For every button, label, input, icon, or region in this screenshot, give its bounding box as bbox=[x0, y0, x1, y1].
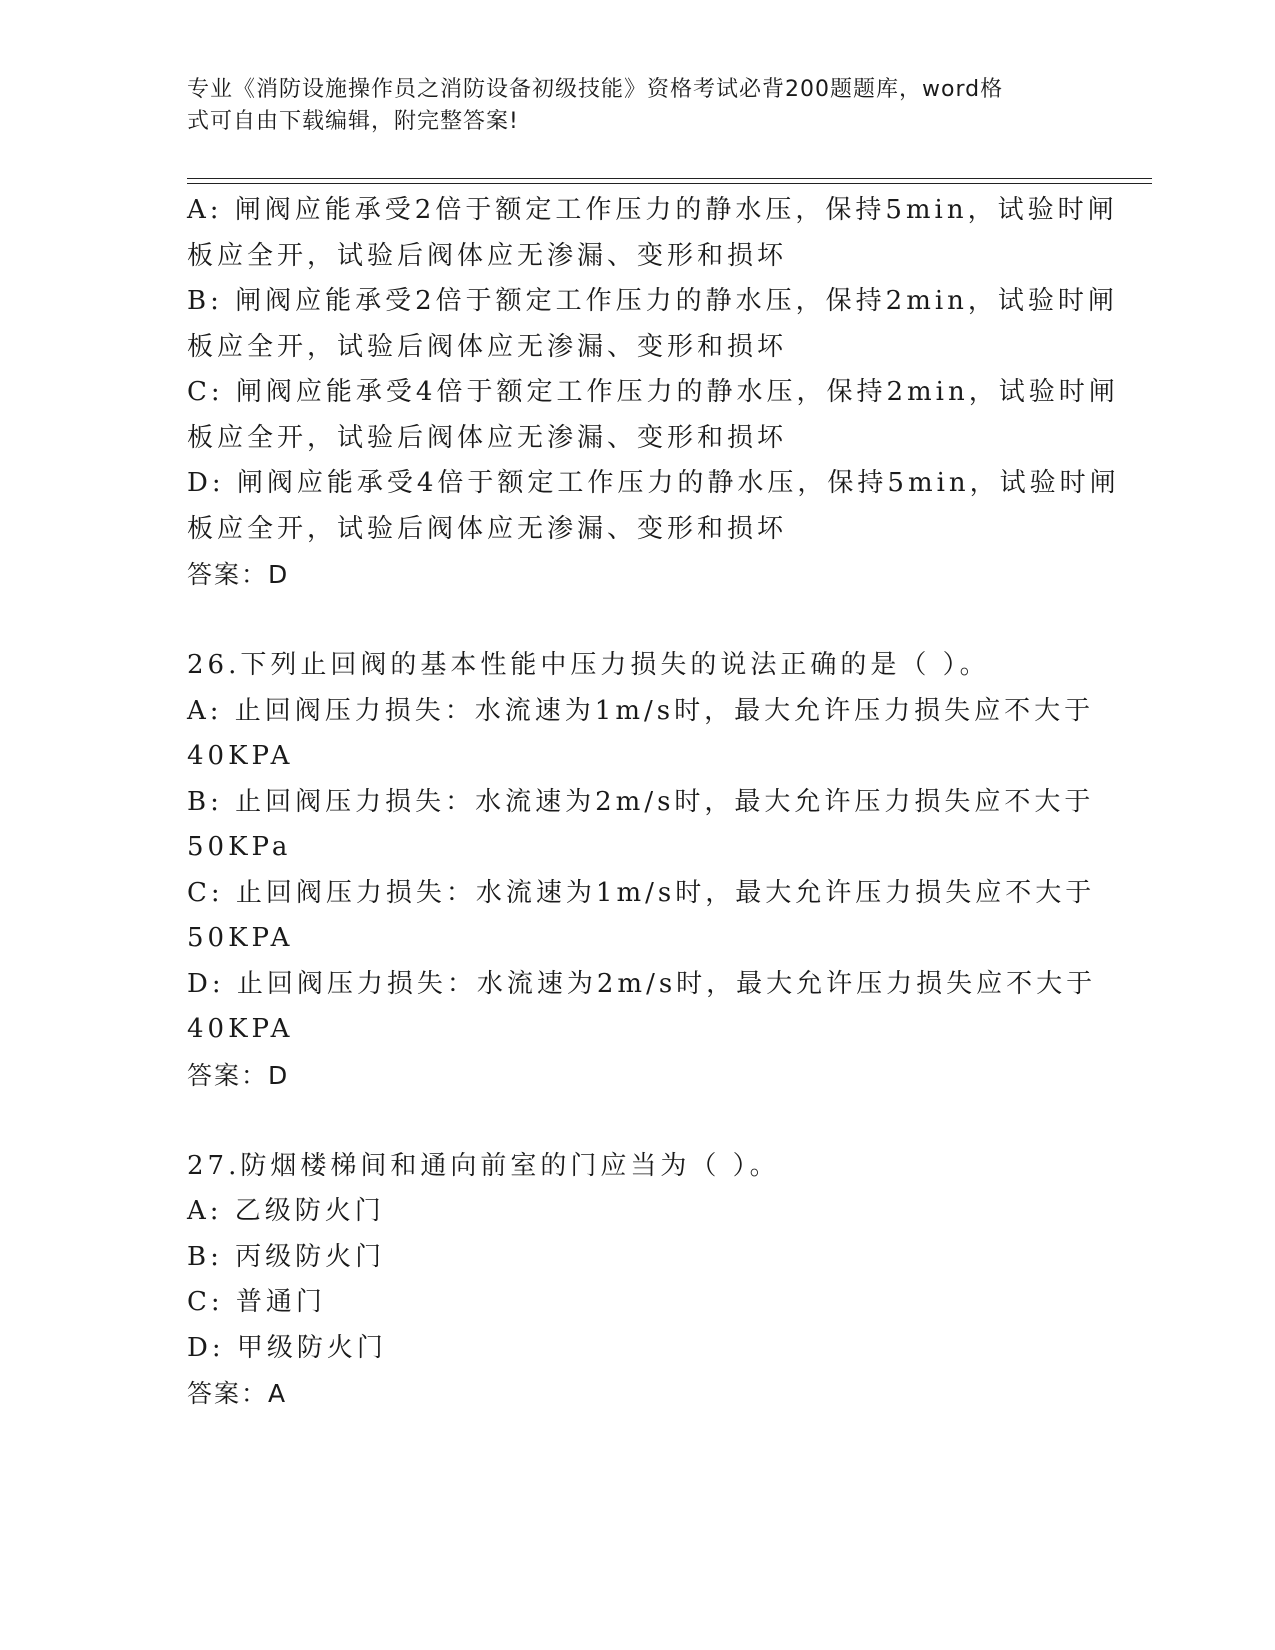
q26-question: 26.下列止回阀的基本性能中压力损失的说法正确的是（ ）。 bbox=[187, 650, 990, 680]
q25-option-d-line-2: 板应全开，试验后阀体应无渗漏、变形和损坏 bbox=[187, 513, 788, 544]
q26-option-b-line-2: 50KPa bbox=[187, 832, 292, 862]
spacer bbox=[187, 598, 1087, 644]
q27-answer: 答案：A bbox=[187, 1379, 288, 1408]
q25-option-b-line-2: 板应全开，试验后阀体应无渗漏、变形和损坏 bbox=[187, 331, 788, 362]
q26-option-c-line-2: 50KPA bbox=[187, 923, 294, 953]
q27-option-c: C: 普通门 bbox=[187, 1287, 326, 1317]
q25-option-c-line-2: 板应全开，试验后阀体应无渗漏、变形和损坏 bbox=[187, 422, 788, 453]
q26-option-b-line-1: B: 止回阀压力损失：水流速为2m/s时，最大允许压力损失应不大于 bbox=[187, 786, 1095, 817]
q26-option-a-line-2: 40KPA bbox=[187, 741, 294, 771]
question-25-block bbox=[187, 188, 1120, 598]
header-title-line-2: 式可自由下载编辑，附完整答案! bbox=[187, 109, 519, 134]
header-title-line-1: 专业《消防设施操作员之消防设备初级技能》资格考试必背200题题库，word格 bbox=[187, 77, 1004, 102]
q27-option-b: B: 丙级防火门 bbox=[187, 1241, 386, 1272]
header-divider-top bbox=[187, 178, 1152, 179]
document-header bbox=[187, 74, 1067, 138]
q26-option-a-line-1: A: 止回阀压力损失：水流速为1m/s时，最大允许压力损失应不大于 bbox=[187, 695, 1095, 726]
q26-option-d-line-1: D: 止回阀压力损失：水流速为2m/s时，最大允许压力损失应不大于 bbox=[187, 968, 1097, 999]
q27-question: 27.防烟楼梯间和通向前室的门应当为（ ）。 bbox=[187, 1150, 780, 1181]
question-27-block bbox=[187, 1144, 1087, 1417]
header-divider-bottom bbox=[187, 183, 1152, 184]
q26-answer: 答案：D bbox=[187, 1060, 290, 1090]
q25-option-b-line-1: B: 闸阀应能承受2倍于额定工作压力的静水压，保持2min，试验时闸 bbox=[187, 286, 1118, 316]
question-26-block bbox=[187, 643, 1097, 1098]
q26-option-d-line-2: 40KPA bbox=[187, 1014, 294, 1044]
q27-option-a: A: 乙级防火门 bbox=[187, 1196, 385, 1226]
q25-answer: 答案：D bbox=[187, 560, 290, 589]
q25-option-a-line-1: A: 闸阀应能承受2倍于额定工作压力的静水压，保持5min，试验时闸 bbox=[187, 195, 1118, 225]
spacer bbox=[187, 1098, 1087, 1144]
q25-option-c-line-1: C: 闸阀应能承受4倍于额定工作压力的静水压，保持2min，试验时闸 bbox=[187, 377, 1119, 407]
q25-option-d-line-1: D: 闸阀应能承受4倍于额定工作压力的静水压，保持5min，试验时闸 bbox=[187, 468, 1120, 498]
q27-option-d: D: 甲级防火门 bbox=[187, 1332, 387, 1363]
q25-option-a-line-2: 板应全开，试验后阀体应无渗漏、变形和损坏 bbox=[187, 240, 788, 271]
q26-option-c-line-1: C: 止回阀压力损失：水流速为1m/s时，最大允许压力损失应不大于 bbox=[187, 877, 1096, 908]
question-content bbox=[187, 188, 1120, 1417]
